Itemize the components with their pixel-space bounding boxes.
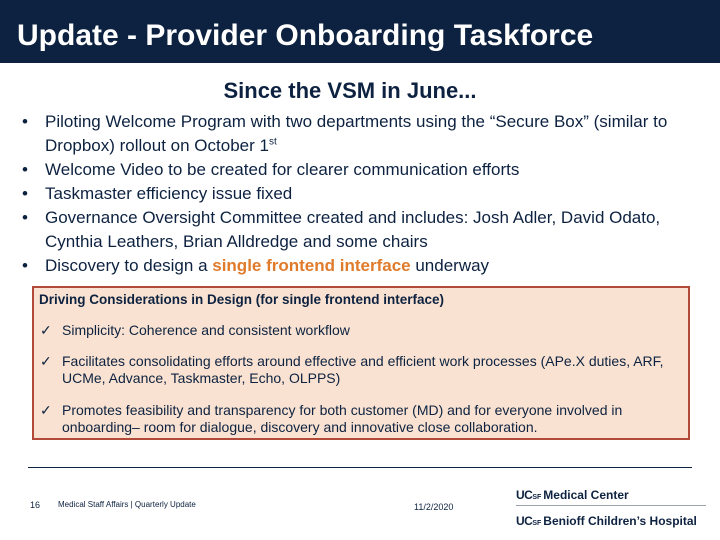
check-item: [40, 353, 670, 387]
bullet-superscript: st: [268, 136, 277, 148]
check-item: [40, 402, 670, 436]
check-item-text: Promotes feasibility and transparency for both customer (MD) and for everyone involved in onboarding– room for dialogue, discovery and innovative close collaboration.: [62, 402, 623, 435]
footer-date: 11/2/2020: [414, 502, 454, 512]
footer-divider: [28, 467, 692, 468]
check-item: [40, 322, 670, 339]
bullet-text: Governance Oversight Committee created and includes: Josh Adler, David Odato, Cynthia Leathers, Brian Alldredge and some chairs: [45, 208, 661, 251]
bullet-item: [22, 110, 682, 158]
title-bar: [0, 0, 720, 63]
bullet-marker: •: [22, 112, 28, 131]
panel-heading: Driving Considerations in Design (for single frontend interface): [39, 292, 445, 307]
logo-sf: SF: [532, 494, 542, 501]
logo-uc: UC: [516, 488, 533, 502]
footer-text: Medical Staff Affairs | Quarterly Update: [58, 500, 196, 509]
ucsf-childrens-hospital-logo: [516, 512, 697, 530]
logo-sf: SF: [532, 520, 542, 527]
ucsf-medical-center-logo: [516, 486, 629, 504]
check-item-text: Facilitates consolidating efforts around effective and efficient work processes (APe.X duties, ARF, UCMe, Advance, Taskmaster, Echo, OLPPS): [62, 353, 664, 386]
design-considerations-panel: [32, 286, 690, 440]
check-icon: ✓: [40, 322, 52, 338]
bullet-marker: •: [22, 160, 28, 179]
bullet-item: [22, 158, 682, 182]
check-icon: ✓: [40, 402, 52, 418]
check-icon: ✓: [40, 353, 52, 369]
check-item-text: Simplicity: Coherence and consistent workflow: [62, 322, 350, 338]
bullet-marker: •: [22, 184, 28, 203]
logo-name: Benioff Children’s Hospital: [543, 514, 697, 528]
bullet-item: [22, 182, 682, 206]
slide-subtitle: Since the VSM in June...: [223, 78, 477, 103]
logo-uc: UC: [516, 514, 533, 528]
bullet-marker: •: [22, 208, 28, 227]
bullet-text: Taskmaster efficiency issue fixed: [45, 184, 293, 203]
bullet-text: Welcome Video to be created for clearer communication efforts: [45, 160, 520, 179]
page-number: 16: [30, 500, 41, 510]
bullet-item: [22, 206, 682, 254]
slide-title: Update - Provider Onboarding Taskforce: [17, 19, 594, 52]
logo-name: Medical Center: [543, 488, 629, 502]
bullet-list: [22, 110, 682, 278]
highlight-text: single frontend interface: [212, 256, 411, 275]
bullet-text-end: underway: [410, 256, 490, 275]
bullet-marker: •: [22, 256, 28, 275]
logo-divider: [516, 505, 706, 506]
bullet-text: Discovery to design a: [45, 256, 213, 275]
bullet-item: [22, 254, 682, 278]
bullet-text: Piloting Welcome Program with two departments using the “Secure Box” (similar to Dropbox) rollout on October 1: [45, 112, 668, 155]
